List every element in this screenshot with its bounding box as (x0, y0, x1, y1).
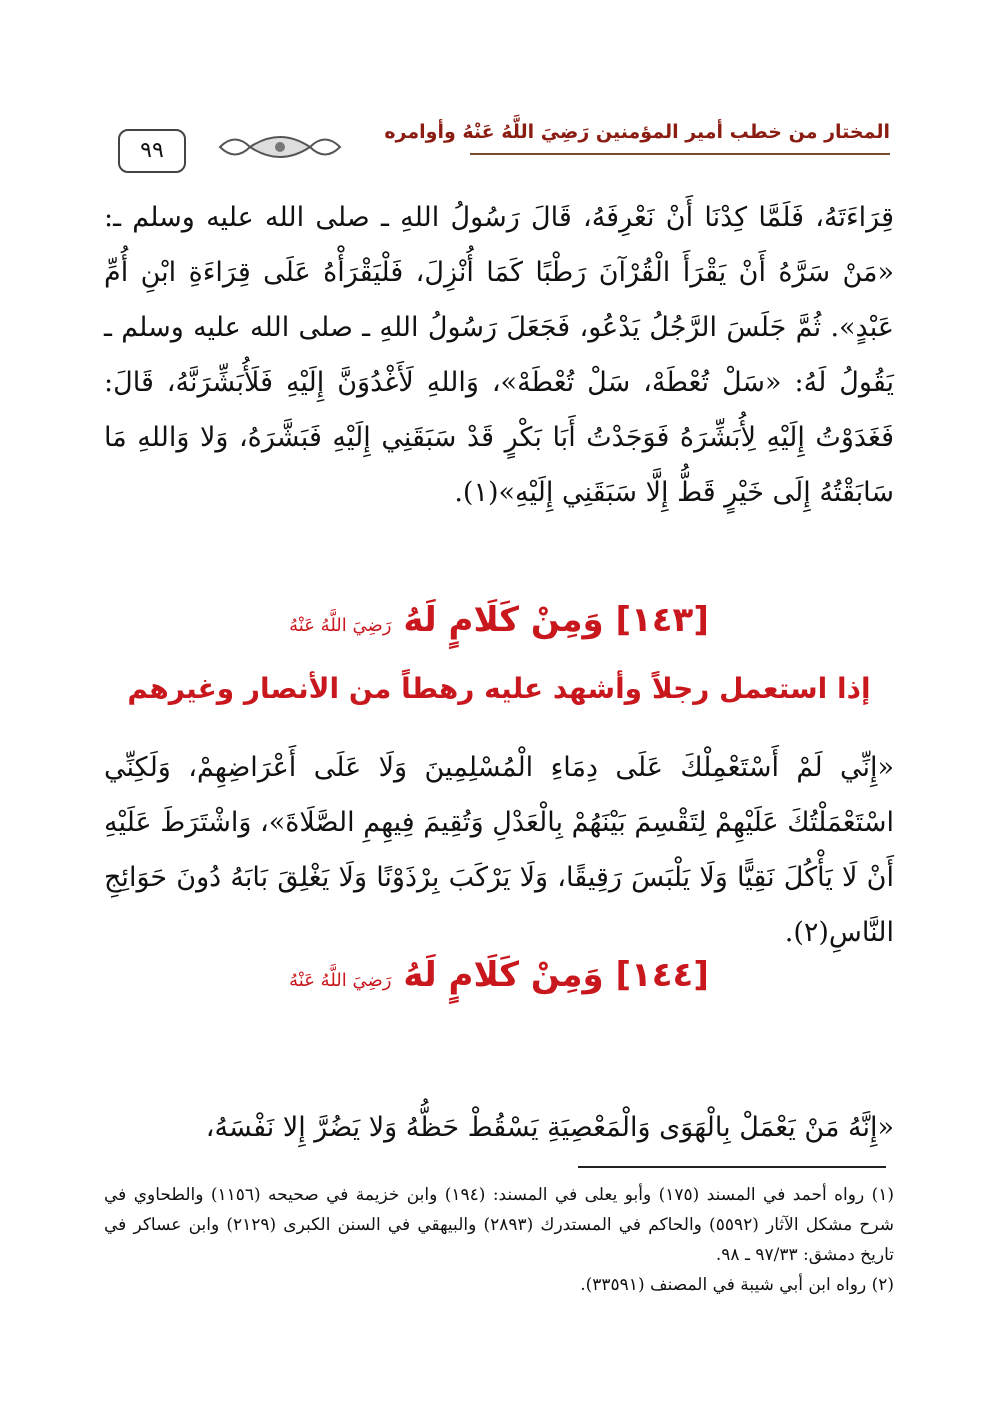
header-rule (470, 153, 890, 155)
honorific: رَضِيَ اللَّهُ عَنْهُ (289, 970, 392, 991)
section-144-text (104, 1100, 894, 1155)
section-heading-144 (104, 955, 894, 995)
heading-text: [١٤٣] وَمِنْ كَلَامٍ لَهُ (403, 600, 709, 640)
paragraph-text: «إِنَّهُ مَنْ يَعْمَلْ بِالْهَوَى وَالْمَعْصِيَةِ يَسْقُطْ حَظُّهُ وَلا يَضُرَّ إِلا نَفْسَهُ، (205, 1112, 894, 1143)
heading-text: [١٤٤] وَمِنْ كَلَامٍ لَهُ (403, 955, 709, 995)
footnotes (104, 1180, 894, 1300)
ornament-icon (215, 127, 345, 167)
honorific: رَضِيَ اللَّهُ عَنْهُ (289, 615, 392, 636)
footnote: (٢) رواه ابن أبي شيبة في المصنف (٣٣٥٩١). (580, 1275, 894, 1295)
section-143-text (104, 740, 894, 960)
section-heading-143 (104, 600, 894, 640)
running-header (110, 115, 900, 185)
footnote-rule (578, 1166, 886, 1168)
page-number: ٩٩ (118, 129, 186, 173)
body-paragraph (104, 190, 894, 520)
header-title: المختار من خطب أمير المؤمنين رَضِيَ اللَّهُ عَنْهُ وأوامره (384, 121, 890, 143)
section-subtitle: إذا استعمل رجلاً وأشهد عليه رهطاً من الأنصار وغيرهم (127, 672, 871, 705)
paragraph-text: قِرَاءَتَهُ، فَلَمَّا كِدْنَا أَنْ نَعْرِفَهُ، قَالَ رَسُولُ اللهِ ـ صلى الله عليه وسلم ـ: «مَنْ سَرَّهُ أَنْ يَقْرَأَ الْقُرْآنَ رَطْبًا كَمَا أُنْزِلَ، فَلْيَقْرَأْهُ عَلَى قِرَاءَةِ ابْنِ أُمِّ عَبْدٍ». ثُمَّ جَلَسَ الرَّجُلُ يَدْعُو، فَجَعَلَ رَسُولُ اللهِ ـ صلى الله عليه وسلم ـ يَقُولُ لَهُ: «سَلْ تُعْطَهْ، سَلْ تُعْطَهْ»، وَاللهِ لَأَغْدُوَنَّ إِلَيْهِ فَلَأُبَشِّرَنَّهُ، قَالَ: فَغَدَوْتُ إِلَيْهِ لِأُبَشِّرَهُ فَوَجَدْتُ أَبَا بَكْرٍ قَدْ سَبَقَنِي إِلَيْهِ فَبَشَّرَهُ، وَلا وَاللهِ مَا سَابَقْتُهُ إِلَى خَيْرٍ قَطُّ إِلَّا سَبَقَنِي إِلَيْهِ»(١). (104, 202, 894, 508)
footnote: (١) رواه أحمد في المسند (١٧٥) وأبو يعلى في المسند: (١٩٤) وابن خزيمة في صحيحه (١١٥٦) والطحاوي في شرح مشكل الآثار (٥٥٩٢) والحاكم في المستدرك (٢٨٩٣) والبيهقي في السنن الكبرى (٢١٢٩) وابن عساكر في تاريخ دمشق: ٩٧/٣٣ ـ ٩٨. (104, 1185, 895, 1265)
paragraph-text: «إِنِّي لَمْ أَسْتَعْمِلْكَ عَلَى دِمَاءِ الْمُسْلِمِينَ وَلَا عَلَى أَعْرَاضِهِمْ، وَلَكِنِّي اسْتَعْمَلْتُكَ عَلَيْهِمْ لِتَقْسِمَ بَيْنَهُمْ بِالْعَدْلِ وَتُقِيمَ فِيهِمِ الصَّلَاةَ»، وَاشْتَرَطَ عَلَيْهِ أَنْ لَا يَأْكُلَ نَقِيًّا وَلَا يَلْبَسَ رَقِيقًا، وَلَا يَرْكَبَ بِرْذَوْنًا وَلَا يَغْلِقَ بَابَهُ دُونَ حَوَائِجِ النَّاسِ(٢). (104, 752, 894, 948)
